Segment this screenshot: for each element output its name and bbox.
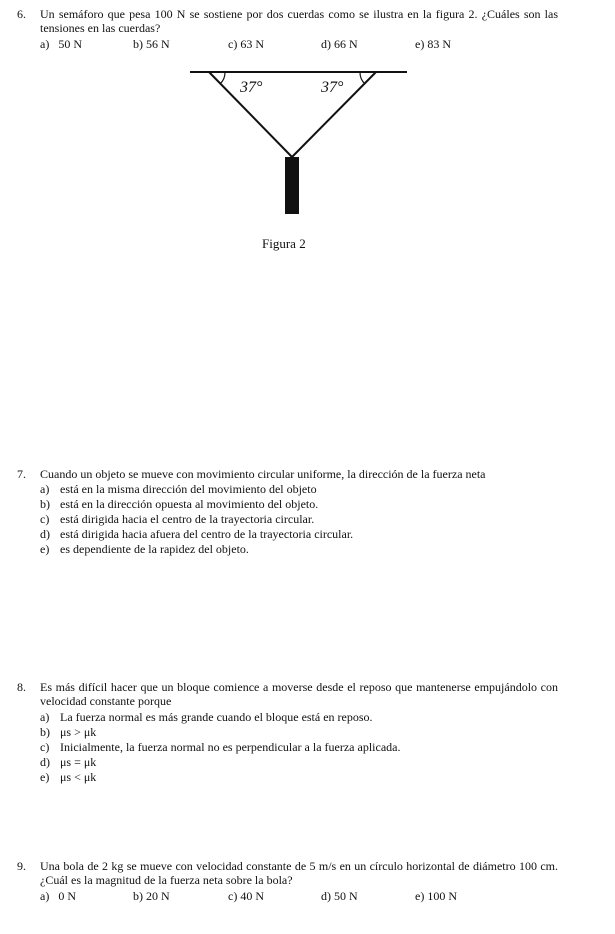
option-text: 56 N (146, 37, 170, 51)
option-b[interactable] (40, 725, 96, 739)
figure-2-diagram (185, 62, 415, 222)
option-text: 83 N (427, 37, 451, 51)
option-text: 40 N (240, 889, 264, 903)
option-text: está en la misma dirección del movimiento del objeto (60, 482, 317, 496)
figure-caption: Figura 2 (262, 236, 306, 251)
option-text: μs < μk (60, 770, 97, 784)
option-text: está dirigida hacia afuera del centro de la trayectoria circular. (60, 527, 354, 541)
question-number: 6. (17, 7, 26, 21)
option-d[interactable] (40, 755, 96, 769)
option-letter: a) (40, 37, 50, 51)
option-text: La fuerza normal es más grande cuando el bloque está en reposo. (60, 710, 373, 724)
option-text: 0 N (58, 889, 76, 903)
option-letter: c) (228, 889, 238, 903)
option-text: μs = μk (60, 755, 97, 769)
traffic-light-block (285, 157, 299, 214)
option-letter: a) (40, 710, 50, 724)
option-letter: b) (133, 37, 143, 51)
option-letter: b) (40, 497, 50, 511)
option-text: 66 N (334, 37, 358, 51)
option-d[interactable] (321, 889, 358, 903)
option-b[interactable] (133, 37, 170, 51)
option-letter: c) (40, 740, 50, 754)
option-a[interactable] (40, 710, 373, 724)
option-letter: e) (40, 770, 50, 784)
option-letter: a) (40, 889, 50, 903)
option-letter: b) (133, 889, 143, 903)
option-letter: c) (228, 37, 238, 51)
option-c[interactable] (228, 37, 264, 51)
option-letter: e) (40, 542, 50, 556)
question-text: Es más difícil hacer que un bloque comience a moverse desde el reposo que mantenerse empujándolo con velocidad constante porque (40, 680, 558, 708)
right-angle-arc (360, 72, 365, 84)
option-b[interactable] (40, 497, 318, 511)
option-text: 20 N (146, 889, 170, 903)
question-text: Cuando un objeto se mueve con movimiento circular uniforme, la dirección de la fuerza neta (40, 467, 486, 481)
option-a[interactable] (40, 889, 76, 903)
option-text: 100 N (427, 889, 457, 903)
option-letter: d) (40, 527, 50, 541)
option-c[interactable] (228, 889, 264, 903)
options-row (40, 889, 560, 903)
option-b[interactable] (133, 889, 170, 903)
question-number: 9. (17, 859, 26, 873)
option-c[interactable] (40, 740, 400, 754)
option-text: Inicialmente, la fuerza normal no es perpendicular a la fuerza aplicada. (60, 740, 401, 754)
option-c[interactable] (40, 512, 314, 526)
option-e[interactable] (40, 542, 249, 556)
option-text: está en la dirección opuesta al movimiento del objeto. (60, 497, 319, 511)
option-d[interactable] (321, 37, 358, 51)
option-letter: d) (321, 37, 331, 51)
option-a[interactable] (40, 37, 82, 51)
option-text: es dependiente de la rapidez del objeto. (60, 542, 249, 556)
option-text: μs > μk (60, 725, 97, 739)
option-letter: a) (40, 482, 50, 496)
option-letter: d) (321, 889, 331, 903)
question-text: Una bola de 2 kg se mueve con velocidad constante de 5 m/s en un círculo horizontal de diámetro 100 cm. ¿Cuál es la magnitud de la fuerza neta sobre la bola? (40, 859, 558, 887)
left-angle-label: 37° (240, 79, 263, 96)
right-angle-label: 37° (321, 79, 344, 96)
option-a[interactable] (40, 482, 317, 496)
question-text: Un semáforo que pesa 100 N se sostiene por dos cuerdas como se ilustra en la figura 2. ¿Cuáles son las tensiones en las cuerdas? (40, 7, 558, 35)
option-d[interactable] (40, 527, 353, 541)
option-letter: e) (415, 889, 425, 903)
option-letter: b) (40, 725, 50, 739)
option-e[interactable] (415, 37, 451, 51)
option-letter: c) (40, 512, 50, 526)
option-e[interactable] (415, 889, 457, 903)
left-angle-arc (220, 72, 225, 84)
question-number: 8. (17, 680, 26, 694)
option-e[interactable] (40, 770, 96, 784)
option-text: 50 N (334, 889, 358, 903)
option-letter: e) (415, 37, 425, 51)
option-text: 50 N (58, 37, 82, 51)
option-text: 63 N (240, 37, 264, 51)
option-letter: d) (40, 755, 50, 769)
option-text: está dirigida hacia el centro de la trayectoria circular. (60, 512, 315, 526)
options-row (40, 37, 560, 51)
question-number: 7. (17, 467, 26, 481)
